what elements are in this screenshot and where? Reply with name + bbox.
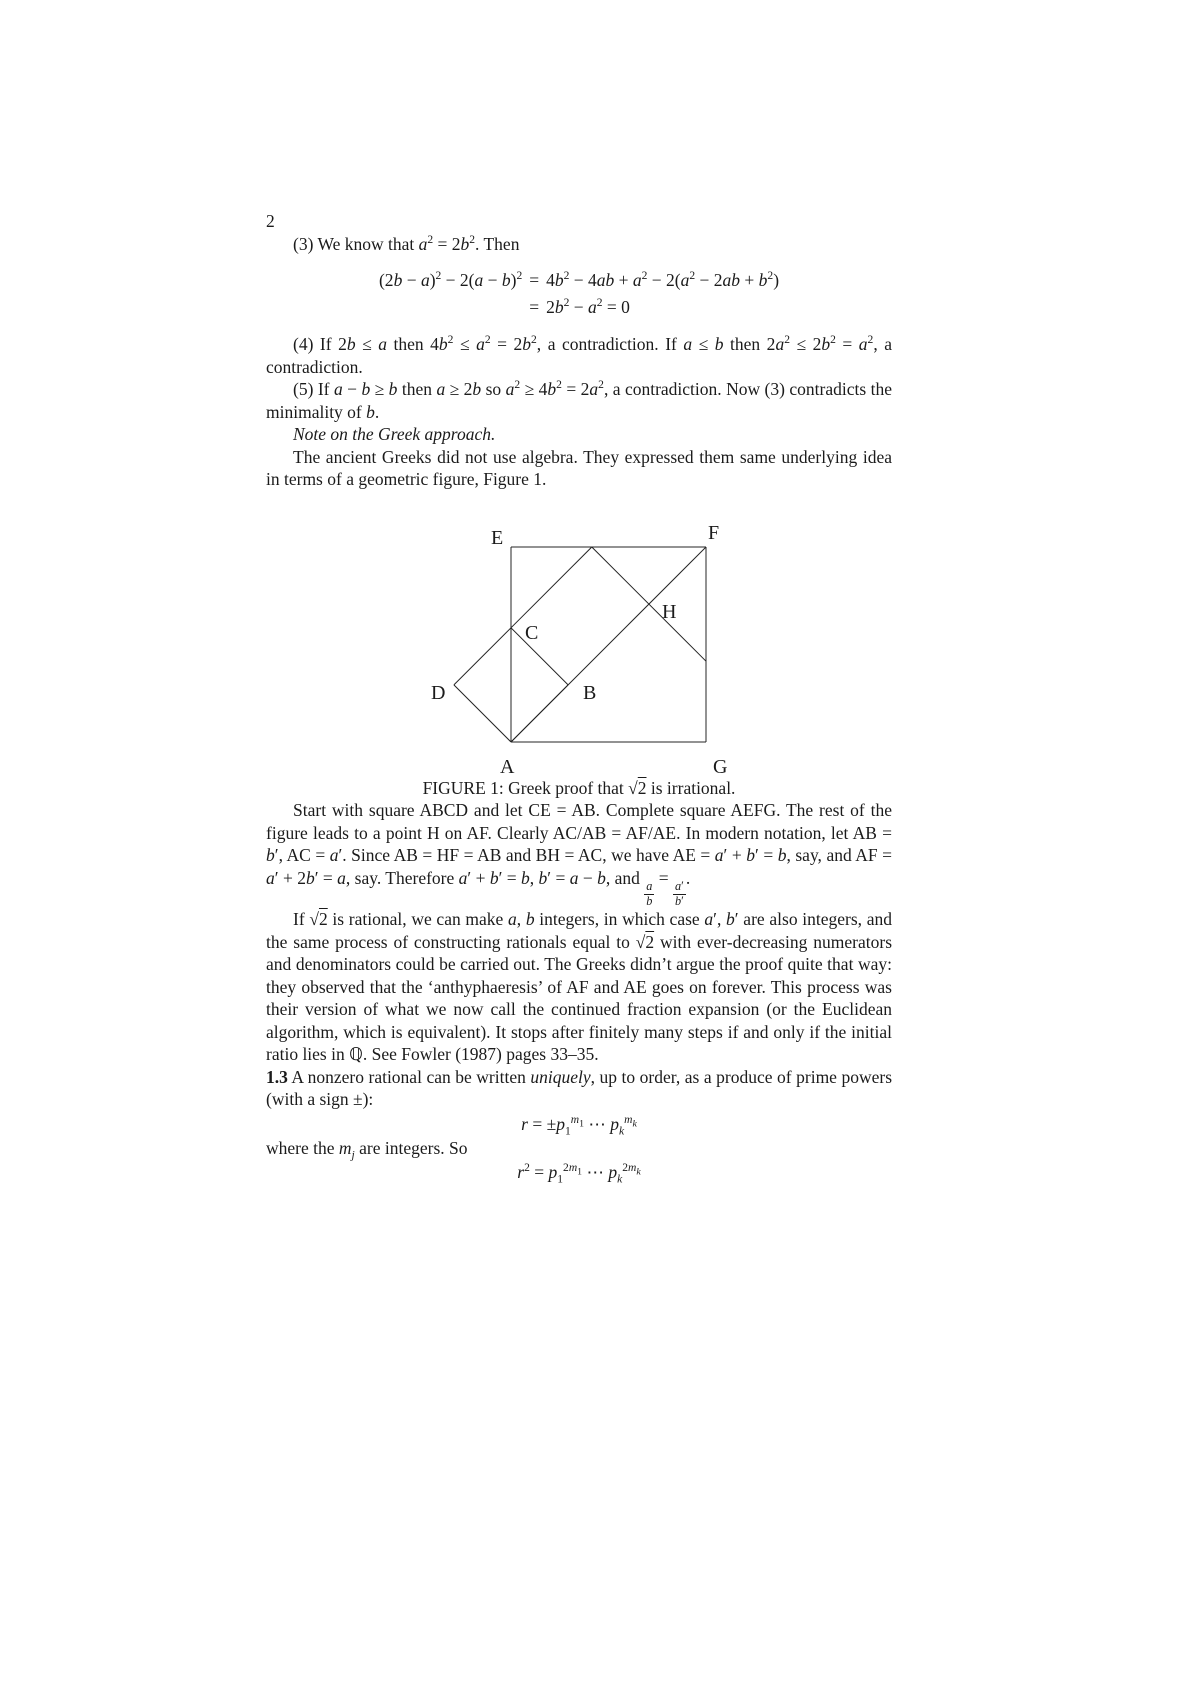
text-column (266, 210, 892, 1185)
figure-point-label-H: H (662, 600, 677, 623)
equation-1-lhs: $(2b - a)^2 - 2(a - b)^2$ (378, 270, 523, 290)
figure-line (511, 547, 592, 628)
figure-caption: FIGURE 1: Greek proof that √2 is irrational. (422, 777, 736, 798)
equation-1-equals-1: = (529, 270, 540, 290)
figure-svg (416, 517, 756, 777)
paragraph-sqrt2-rational: If √2 is rational, we can make a, b integers, in which case a′, b′ are also integers, and the same process of constructing rationals equal to √2 with ever-decreasing numerators and denominators could be carried out. The Greeks didn’t argue the proof quite that way: they observed that the ‘anthyphaeresis’ of AF and AE goes on forever. This process was their version of what we now call the continued fraction expansion (or the Euclidean algorithm, which is equivalent). It stops after finitely many steps if and only if the initial ratio lies in ℚ. See Fowler (1987) pages 33–35. (266, 909, 893, 1065)
paragraph-where: where the $m_j$ are integers. So (266, 1137, 468, 1162)
equation-block-1 (266, 267, 892, 321)
figure-point-label-F: F (708, 521, 720, 544)
equation-1-grid (379, 267, 779, 321)
page-number: 2 (266, 211, 275, 231)
figure-line (454, 627, 511, 684)
equation-prime-factorization: $r = \pm p_1^{m_1}$ ⋯ $p_k^{m_k}$ (521, 1113, 637, 1138)
figure-point-label-B: B (583, 681, 597, 704)
paragraph-greeks: The ancient Greeks did not use algebra. They expressed them same underlying idea in terms of a geometric figure, Figure 1. (266, 446, 892, 489)
equation-1-equals-2: = (529, 297, 540, 317)
figure-1 (416, 517, 756, 777)
equation-1-rhs-2: $2b^2 - a^2 = 0$ (546, 297, 630, 317)
figure-point-label-G: G (713, 755, 728, 777)
figure-line (454, 684, 511, 741)
note-greek-approach: Note on the Greek approach. (293, 424, 496, 444)
paragraph-4: (4) If 2b ≤ a then $4b^2 \le a^2 = 2b^2$, a contradiction. If a ≤ b then $2a^2 \le 2b^2 = a^2$, a contradiction. (266, 334, 892, 377)
figure-line (511, 627, 568, 684)
equation-1-rhs-1: $4b^2 - 4ab + a^2 - 2(a^2 - 2ab + b^2)$ (546, 270, 780, 290)
paragraph-start-square: Start with square ABCD and let CE = AB. Complete square AEFG. The rest of the figure leads to a point H on AF. Clearly AC/AB = AF/AE. In modern notation, let AB = b′, AC = a′. Since AB = HF = AB and BH = AC, we have AE = a′ + b′ = b, say, and AF = a′ + 2b′ = a, say. Therefore a′ + b′ = b, b′ = a − b, and $\frac{a}{b}$ = $\frac{a'}{b'}$ . (266, 800, 892, 908)
paragraph-5: (5) If a − b ≥ b then a ≥ 2b so $a^2 \ge 4b^2 = 2a^2$, a contradiction. Now (3) contradicts the minimality of b. (266, 379, 892, 422)
figure-point-label-A: A (500, 755, 515, 777)
equation-r-squared: $r^2 = p_1^{2m_1}$ ⋯ $p_k^{2m_k}$ (517, 1162, 641, 1186)
figure-point-label-C: C (525, 621, 539, 644)
figure-line (511, 547, 706, 742)
paragraph-3: (3) We know that $a^2 = 2b^2$. Then (293, 233, 520, 254)
figure-point-label-E: E (491, 526, 504, 549)
figure-point-label-D: D (431, 681, 446, 704)
paragraph-1-3: 1.3 A nonzero rational can be written uniquely, up to order, as a produce of prime powers (with a sign ±): (266, 1066, 893, 1110)
